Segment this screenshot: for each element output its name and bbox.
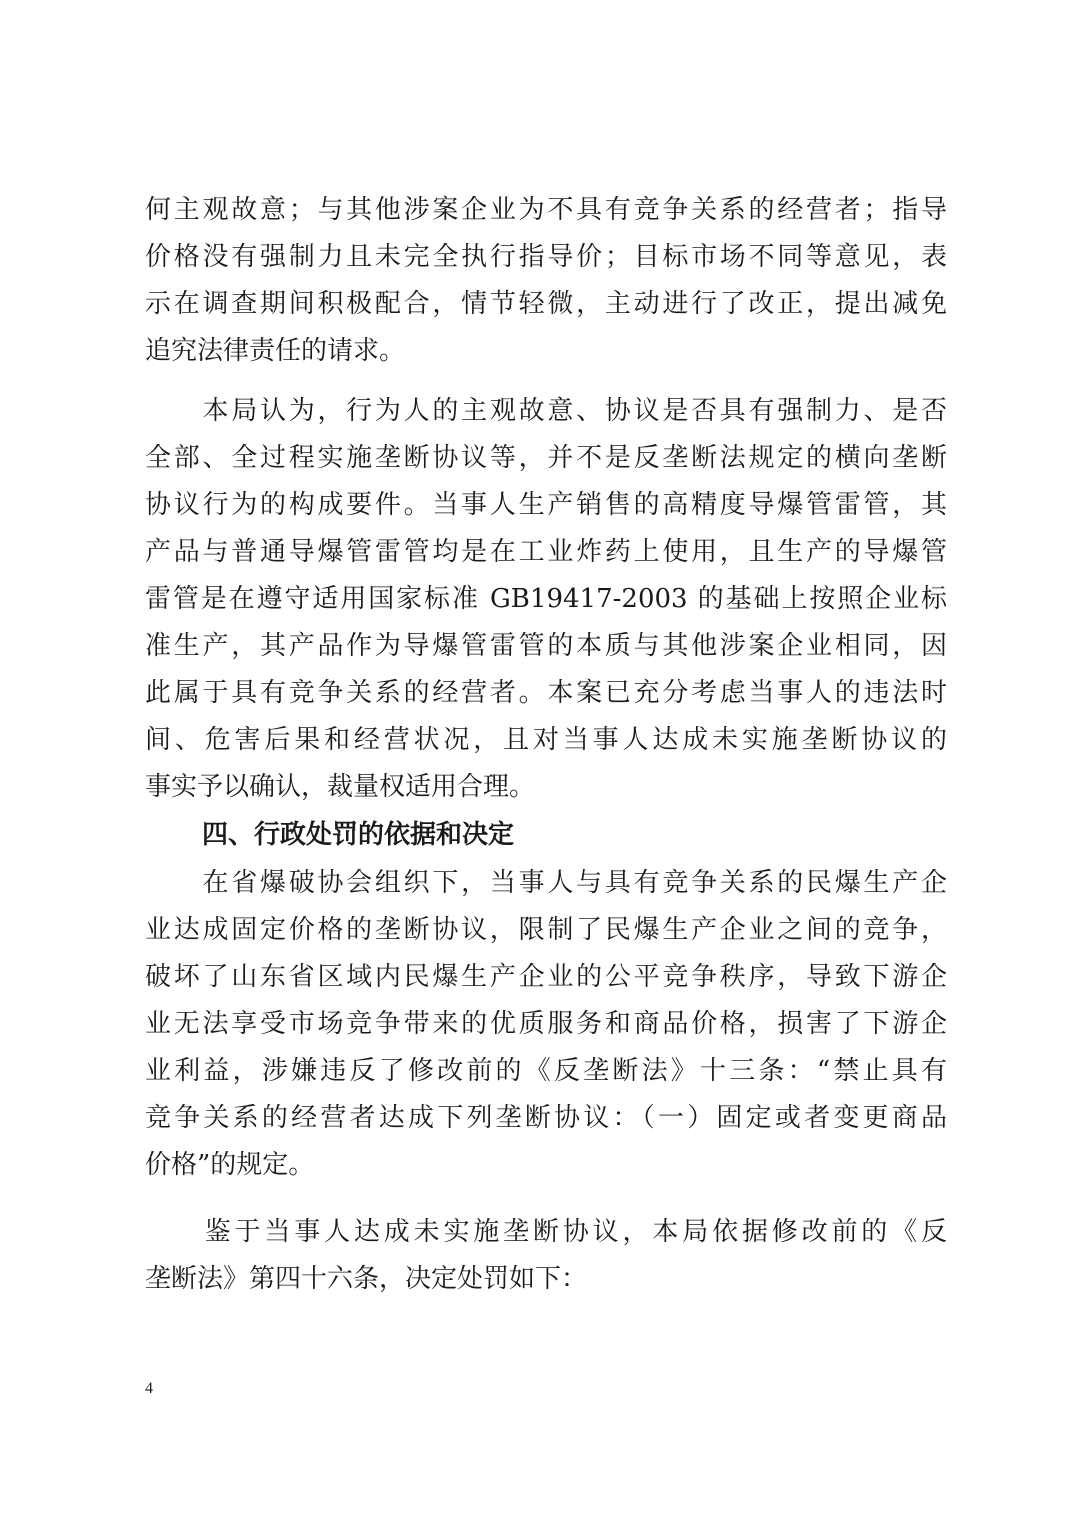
text-line: 协议行为的构成要件。当事人生产销售的高精度导爆管雷管，其 (145, 490, 947, 520)
text-line: 何主观故意；与其他涉案企业为不具有竞争关系的经营者；指导 (145, 195, 947, 225)
section-heading: 四、行政处罚的依据和决定 (202, 820, 515, 850)
text-line: 鉴于当事人达成未实施垄断协议，本局依据修改前的《反 (145, 1217, 947, 1247)
text-line: 业利益，涉嫌违反了修改前的《反垄断法》十三条：“禁止具有 (145, 1056, 947, 1086)
text-line: 业无法享受市场竞争带来的优质服务和商品价格，损害了下游企 (145, 1009, 947, 1039)
text-line: 价格没有强制力且未完全执行指导价；目标市场不同等意见，表 (145, 242, 947, 272)
text-line: 价格”的规定。 (145, 1150, 315, 1180)
text-line: 间、危害后果和经营状况，且对当事人达成未实施垄断协议的 (145, 725, 947, 755)
text-line: 示在调查期间积极配合，情节轻微，主动进行了改正，提出减免 (145, 289, 947, 319)
text-line: 本局认为，行为人的主观故意、协议是否具有强制力、是否 (145, 396, 947, 426)
text-line: 追究法律责任的请求。 (145, 336, 406, 366)
text-line: 全部、全过程实施垄断协议等，并不是反垄断法规定的横向垄断 (145, 443, 947, 473)
text-line: 业达成固定价格的垄断协议，限制了民爆生产企业之间的竞争， (145, 915, 947, 945)
text-line: 竞争关系的经营者达成下列垄断协议：（一）固定或者变更商品 (145, 1103, 947, 1133)
text-line: 在省爆破协会组织下，当事人与具有竞争关系的民爆生产企 (145, 868, 947, 898)
text-line: 雷管是在遵守适用国家标准 GB19417-2003 的基础上按照企业标 (145, 584, 947, 614)
text-line: 垄断法》第四十六条，决定处罚如下： (145, 1264, 588, 1294)
text-line: 准生产，其产品作为导爆管雷管的本质与其他涉案企业相同，因 (145, 631, 947, 661)
text-line: 产品与普通导爆管雷管均是在工业炸药上使用，且生产的导爆管 (145, 537, 947, 567)
text-line: 事实予以确认，裁量权适用合理。 (145, 772, 536, 802)
text-line: 此属于具有竞争关系的经营者。本案已充分考虑当事人的违法时 (145, 678, 947, 708)
text-line: 破坏了山东省区域内民爆生产企业的公平竞争秩序，导致下游企 (145, 962, 947, 992)
page-number: 4 (145, 1380, 153, 1397)
